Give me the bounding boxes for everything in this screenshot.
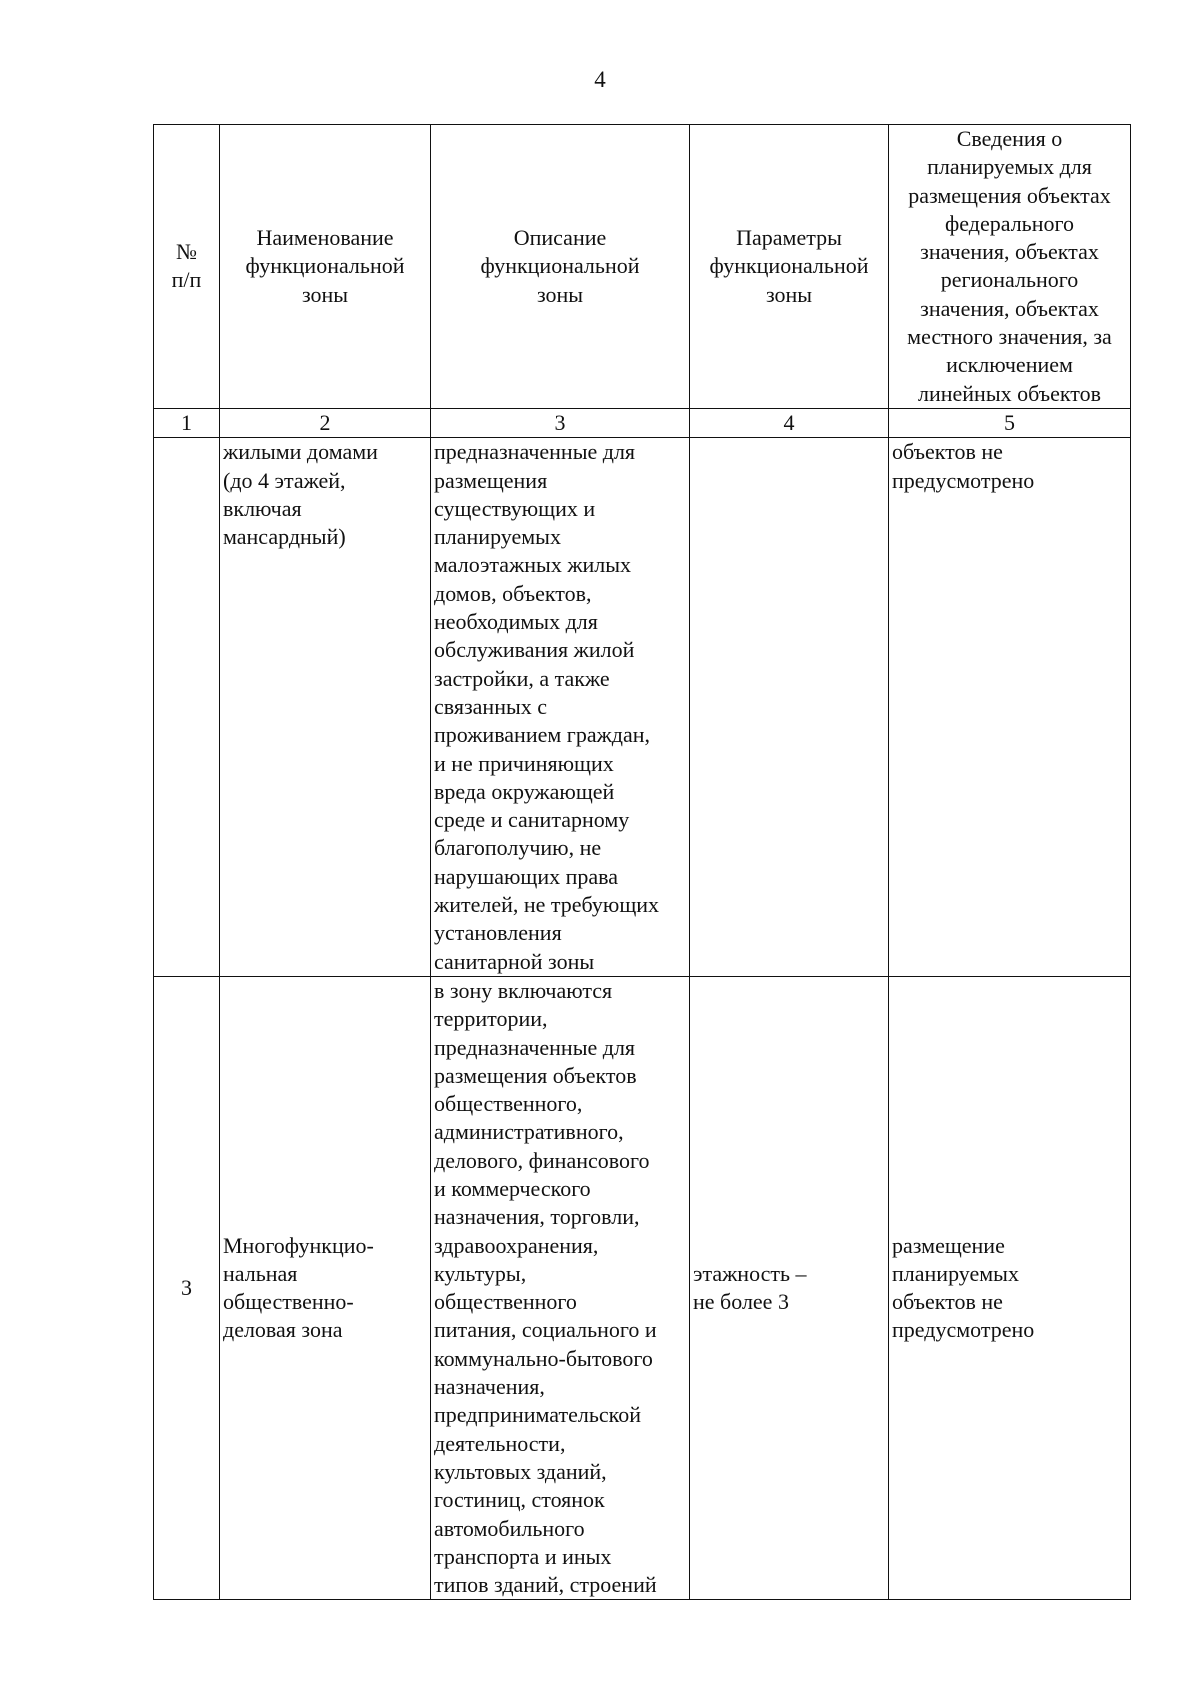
- table-header-row: [154, 125, 1131, 409]
- cell-text-line: обслуживания жилой: [434, 637, 635, 663]
- cell-text-line: культовых зданий,: [434, 1458, 607, 1484]
- table-row: [154, 976, 1131, 1600]
- cell-text-line: деятельности,: [434, 1430, 566, 1456]
- cell-text-line: Параметры: [736, 225, 842, 251]
- zone-description-cell: [431, 976, 690, 1600]
- cell-text-line: размещения объектах: [908, 182, 1111, 208]
- cell-text-line: зоны: [765, 281, 813, 307]
- cell-text-line: типов зданий, строений: [434, 1572, 657, 1598]
- cell-text-line: Многофункцио-: [223, 1232, 374, 1258]
- cell-text-line: и не причиняющих: [434, 750, 614, 776]
- cell-text-line: Наименование: [256, 225, 394, 251]
- cell-text-line: функциональной: [480, 253, 640, 279]
- cell-text-line: установления: [434, 920, 562, 946]
- cell-text-line: существующих и: [434, 495, 596, 521]
- cell-text-line: (до 4 этажей,: [223, 467, 346, 493]
- cell-text-line: размещение: [892, 1232, 1005, 1258]
- cell-text-line: этажность –: [693, 1260, 807, 1286]
- cell-text-line: транспорта и иных: [434, 1543, 612, 1569]
- cell-text-line: предпринимательской: [434, 1402, 642, 1428]
- functional-zones-table: [153, 124, 1131, 1600]
- cell-text-line: предназначенные для: [434, 1034, 636, 1060]
- cell-text-line: значения, объектах: [920, 239, 1099, 265]
- page-number: 4: [594, 67, 606, 92]
- cell-text-line: планируемых для: [927, 154, 1092, 180]
- cell-text-line: в зону включаются: [434, 977, 613, 1003]
- cell-text-line: функциональной: [709, 253, 869, 279]
- cell-text-line: территории,: [434, 1006, 548, 1032]
- column-number-row: [154, 408, 1131, 437]
- cell-text-line: предусмотрено: [892, 467, 1035, 493]
- cell-text-line: автомобильного: [434, 1515, 585, 1541]
- cell-text-line: общественного,: [434, 1091, 583, 1117]
- cell-text-line: нарушающих права: [434, 863, 619, 889]
- cell-text-line: необходимых для: [434, 609, 598, 635]
- cell-text-line: зоны: [536, 281, 584, 307]
- cell-text-line: малоэтажных жилых: [434, 552, 632, 578]
- cell-text-line: федерального: [945, 210, 1074, 236]
- cell-text-line: культуры,: [434, 1260, 527, 1286]
- row-number-cell: [154, 438, 220, 977]
- cell-text-line: коммунально-бытового: [434, 1345, 653, 1371]
- cell-text-line: планируемых: [434, 524, 561, 550]
- cell-text-line: проживанием граждан,: [434, 722, 651, 748]
- zone-parameters-cell: [690, 438, 889, 977]
- cell-text-line: нальная: [223, 1260, 298, 1286]
- cell-text-line: местного значения, за: [907, 324, 1112, 350]
- cell-text-line: связанных с: [434, 693, 548, 719]
- cell-text-line: санитарной зоны: [434, 948, 595, 974]
- cell-text-line: назначения,: [434, 1374, 545, 1400]
- planned-objects-cell: [889, 976, 1131, 1600]
- cell-text-line: предназначенные для: [434, 439, 636, 465]
- cell-text-line: застройки, а также: [434, 665, 610, 691]
- cell-text-line: размещения объектов: [434, 1062, 637, 1088]
- zone-name-cell: [220, 438, 431, 977]
- cell-text-line: Описание: [513, 225, 607, 251]
- cell-text-line: п/п: [171, 267, 202, 293]
- cell-text-line: мансардный): [223, 524, 346, 550]
- cell-text-line: значения, объектах: [920, 295, 1099, 321]
- cell-text-line: включая: [223, 495, 302, 521]
- cell-text-line: линейных объектов: [917, 380, 1101, 406]
- cell-text-line: вреда окружающей: [434, 778, 615, 804]
- cell-text-line: деловая зона: [223, 1317, 343, 1343]
- column-number: 4: [690, 408, 889, 437]
- planned-objects-cell: [889, 438, 1131, 977]
- table-row: [154, 438, 1131, 977]
- cell-text-line: исключением: [946, 352, 1073, 378]
- cell-text-line: делового, финансового: [434, 1147, 650, 1173]
- cell-text-line: планируемых: [892, 1260, 1019, 1286]
- column-number: 2: [220, 408, 431, 437]
- zone-description-cell: [431, 438, 690, 977]
- cell-text-line: предусмотрено: [892, 1317, 1035, 1343]
- cell-text-line: благополучию, не: [434, 835, 602, 861]
- header-cell-zone-description: [431, 125, 690, 409]
- cell-text-line: домов, объектов,: [434, 580, 592, 606]
- cell-text-line: №: [176, 239, 197, 265]
- cell-text-line: жителей, не требующих: [434, 892, 660, 918]
- cell-text-line: не более 3: [693, 1289, 789, 1315]
- cell-text-line: общественного: [434, 1289, 577, 1315]
- cell-text-line: Сведения о: [956, 126, 1063, 151]
- cell-text-line: и коммерческого: [434, 1175, 591, 1201]
- header-cell-zone-name: [220, 125, 431, 409]
- row-number-cell: 3: [154, 976, 220, 1600]
- cell-text-line: назначения, торговли,: [434, 1204, 640, 1230]
- cell-text-line: среде и санитарному: [434, 807, 630, 833]
- cell-text-line: объектов не: [892, 1289, 1003, 1315]
- zone-name-cell: [220, 976, 431, 1600]
- cell-text-line: гостиниц, стоянок: [434, 1487, 605, 1513]
- header-cell-zone-parameters: [690, 125, 889, 409]
- cell-text-line: регионального: [940, 267, 1079, 293]
- column-number: 1: [154, 408, 220, 437]
- cell-text-line: размещения: [434, 467, 548, 493]
- cell-text-line: объектов не: [892, 439, 1003, 465]
- cell-text-line: общественно-: [223, 1289, 354, 1315]
- cell-text-line: жилыми домами: [223, 439, 378, 465]
- header-cell-number: [154, 125, 220, 409]
- cell-text-line: здравоохранения,: [434, 1232, 599, 1258]
- cell-text-line: административного,: [434, 1119, 624, 1145]
- column-number: 5: [889, 408, 1131, 437]
- header-cell-planned-objects: [889, 125, 1131, 409]
- cell-text-line: питания, социального и: [434, 1317, 657, 1343]
- column-number: 3: [431, 408, 690, 437]
- cell-text-line: функциональной: [245, 253, 405, 279]
- zone-parameters-cell: [690, 976, 889, 1600]
- cell-text-line: зоны: [301, 281, 349, 307]
